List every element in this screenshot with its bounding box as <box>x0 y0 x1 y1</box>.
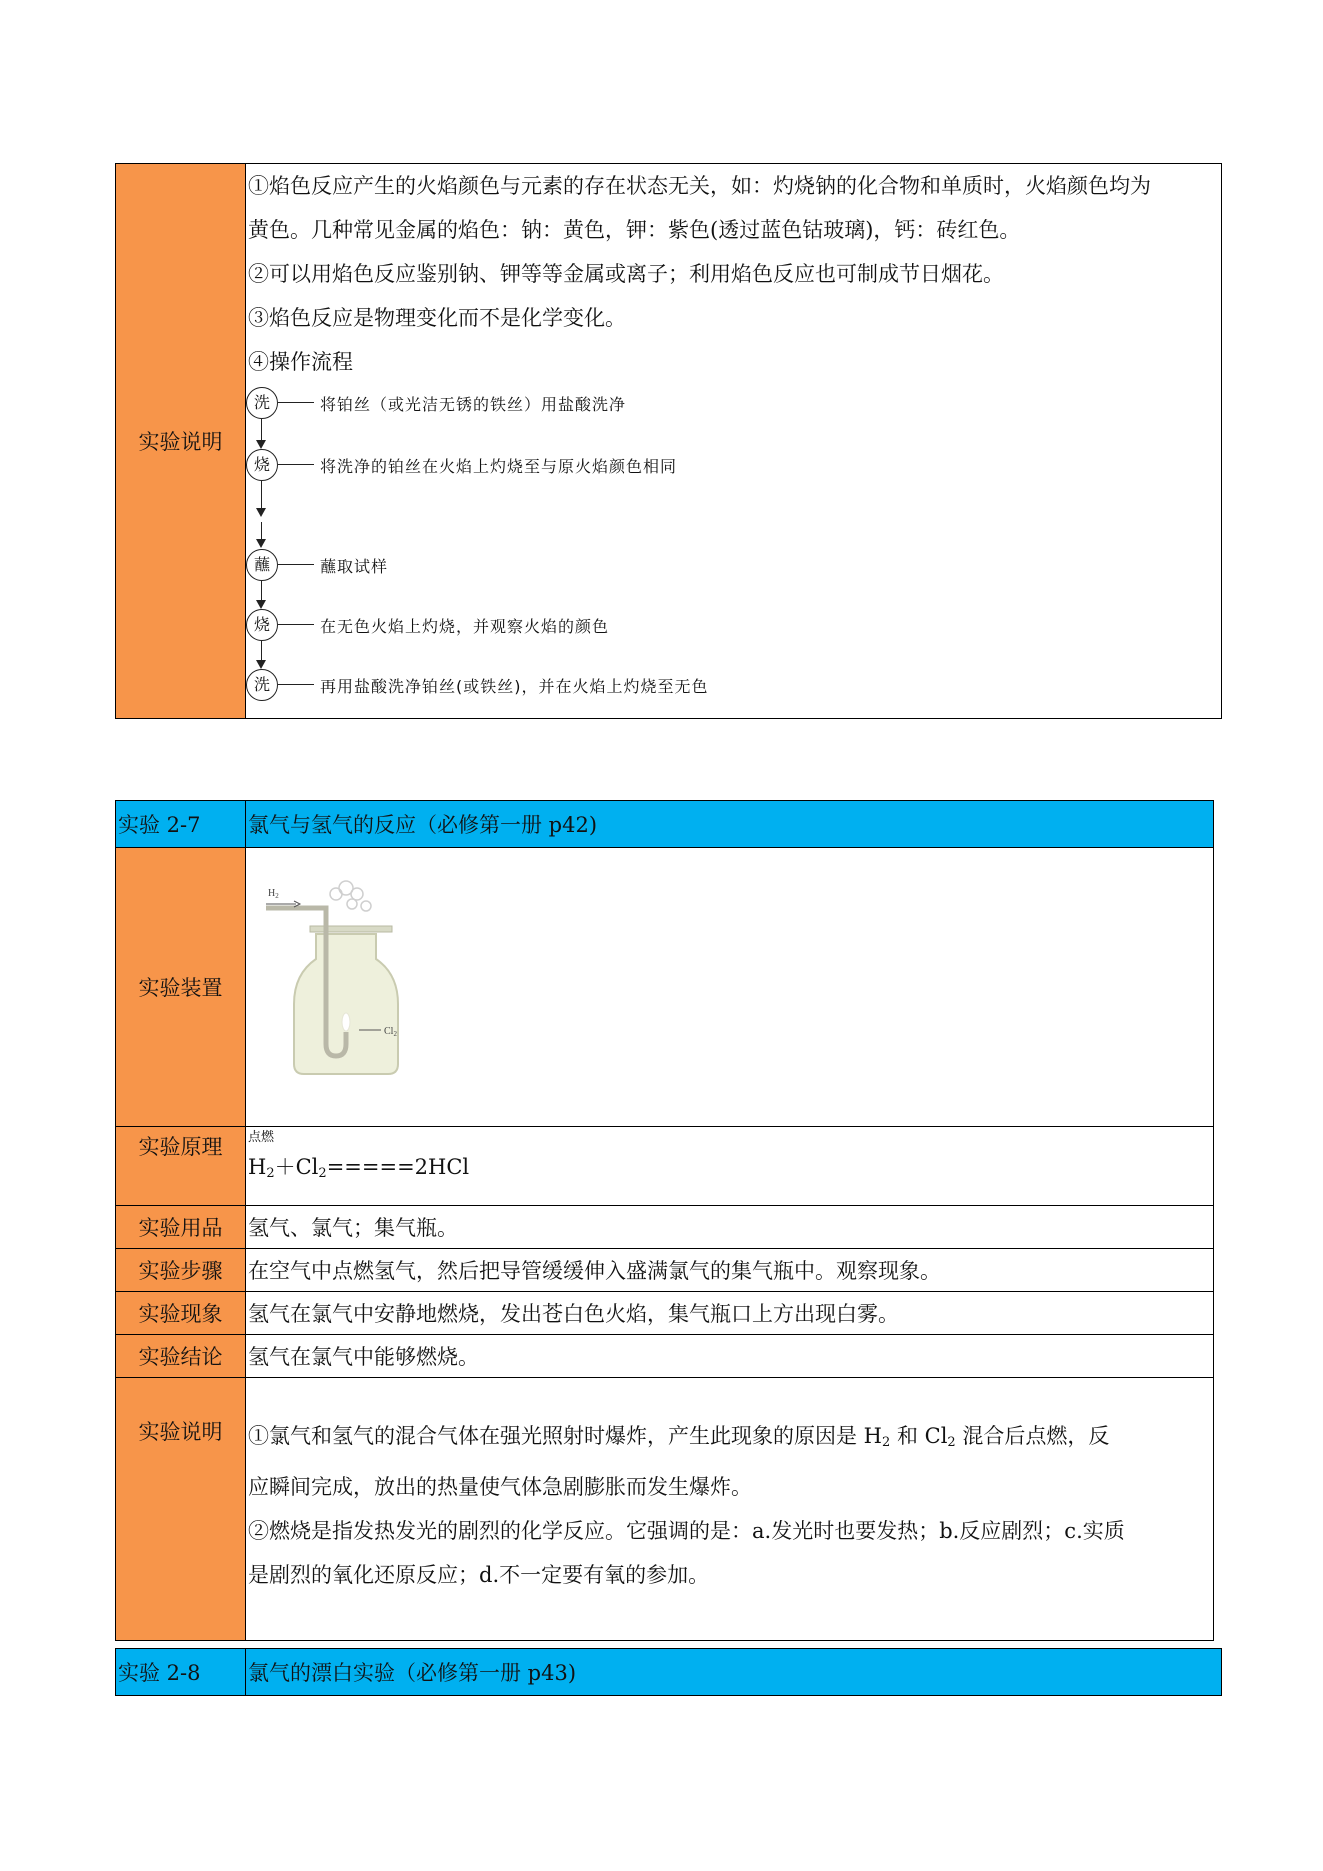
gas-jar-apparatus-image <box>256 864 436 1079</box>
cl2-label-sub: 2 <box>393 1030 397 1038</box>
note-line-2: 黄色。几种常见金属的焰色：钠：黄色，钾：紫色(透过蓝色钴玻璃)，钙：砖红色。 <box>248 218 1021 242</box>
flow-node-wash: 洗 <box>246 669 278 701</box>
experiment-2-7-table <box>115 800 1214 1641</box>
explanation-line-4: 是剧烈的氧化还原反应；d.不一定要有氧的参加。 <box>248 1563 710 1587</box>
experiment-title: 氯气的漂白实验（必修第一册 p43) <box>246 1649 1222 1696</box>
experiment-2-8-table <box>115 1648 1222 1696</box>
flow-node-dip: 蘸 <box>246 549 278 581</box>
flow-step-text: 将铂丝（或光洁无锈的铁丝）用盐酸洗净 <box>320 395 627 414</box>
materials-value: 氢气、氯气；集气瓶。 <box>246 1206 1214 1249</box>
note-line-4: ③焰色反应是物理变化而不是化学变化。 <box>248 306 626 330</box>
flow-step-text: 再用盐酸洗净铂丝(或铁丝)，并在火焰上灼烧至无色 <box>320 677 709 696</box>
note-line-1: ①焰色反应产生的火焰颜色与元素的存在状态无关，如：灼烧钠的化合物和单质时，火焰颜色均为 <box>248 174 1151 198</box>
svg-text:H2 <box>268 888 279 900</box>
flow-connector <box>278 564 314 565</box>
explanation-label: 实验说明 <box>116 1378 246 1641</box>
conclusion-label: 实验结论 <box>116 1335 246 1378</box>
flow-node-burn: 烧 <box>246 609 278 641</box>
flow-arrow <box>261 419 262 447</box>
experiment-title: 氯气与氢气的反应（必修第一册 p42) <box>246 801 1214 848</box>
reaction-equation: $H_2+Cl_2=====2HCl$ <box>248 1155 470 1181</box>
experiment-id: 实验 2-8 <box>116 1649 246 1696</box>
explanation-line-3: ②燃烧是指发热发光的剧烈的化学反应。它强调的是：a.发光时也要发热；b.反应剧烈；c.实质 <box>248 1519 1125 1543</box>
flow-connector <box>278 684 314 685</box>
flow-step-text: 在无色火焰上灼烧，并观察火焰的颜色 <box>320 617 610 636</box>
materials-label: 实验用品 <box>116 1206 246 1249</box>
flow-step-text: 将洗净的铂丝在火焰上灼烧至与原火焰颜色相同 <box>320 457 678 476</box>
flow-node-burn: 烧 <box>246 449 278 481</box>
flow-arrow <box>261 641 262 667</box>
explanation-line-1: ①氯气和氢气的混合气体在强光照射时爆炸，产生此现象的原因是 $H_2$ 和 $Cl_2$ 混合后点燃，反 <box>248 1424 1110 1450</box>
flow-connector <box>278 624 314 625</box>
notes-label: 实验说明 <box>116 164 246 719</box>
note-line-3: ②可以用焰色反应鉴别钠、钾等等金属或离子；利用焰色反应也可制成节日烟花。 <box>248 262 1004 286</box>
principle-cell <box>246 1127 1214 1206</box>
phenomenon-value: 氢气在氯气中安静地燃烧，发出苍白色火焰，集气瓶口上方出现白雾。 <box>246 1292 1214 1335</box>
conclusion-value: 氢气在氯气中能够燃烧。 <box>246 1335 1214 1378</box>
apparatus-cell <box>246 848 1214 1127</box>
cl2-label: Cl <box>384 1026 394 1037</box>
flow-arrow <box>261 581 262 607</box>
experiment-id: 实验 2-7 <box>116 801 246 848</box>
apparatus-label: 实验装置 <box>116 848 246 1127</box>
flow-connector <box>278 464 314 465</box>
h2-label: H <box>268 888 276 899</box>
gas-jar-illustration <box>256 864 436 1079</box>
principle-label: 实验原理 <box>116 1127 246 1206</box>
flow-node-wash: 洗 <box>246 387 278 419</box>
explanation-content <box>246 1378 1214 1641</box>
flow-step-text: 蘸取试样 <box>320 557 389 576</box>
flow-arrow <box>261 481 262 515</box>
notes-content <box>246 164 1222 719</box>
note-line-5: ④操作流程 <box>248 350 353 374</box>
h2-label-sub: 2 <box>275 892 279 900</box>
operation-flow-diagram <box>246 384 1221 714</box>
flame-test-notes-table <box>115 163 1222 719</box>
flow-connector <box>278 402 314 403</box>
phenomenon-label: 实验现象 <box>116 1292 246 1335</box>
explanation-line-2: 应瞬间完成，放出的热量使气体急剧膨胀而发生爆炸。 <box>248 1475 752 1499</box>
procedure-label: 实验步骤 <box>116 1249 246 1292</box>
flow-arrow-gap <box>261 522 262 546</box>
procedure-value: 在空气中点燃氢气，然后把导管缓缓伸入盛满氯气的集气瓶中。观察现象。 <box>246 1249 1214 1292</box>
reaction-condition: 点燃 <box>248 1130 275 1145</box>
